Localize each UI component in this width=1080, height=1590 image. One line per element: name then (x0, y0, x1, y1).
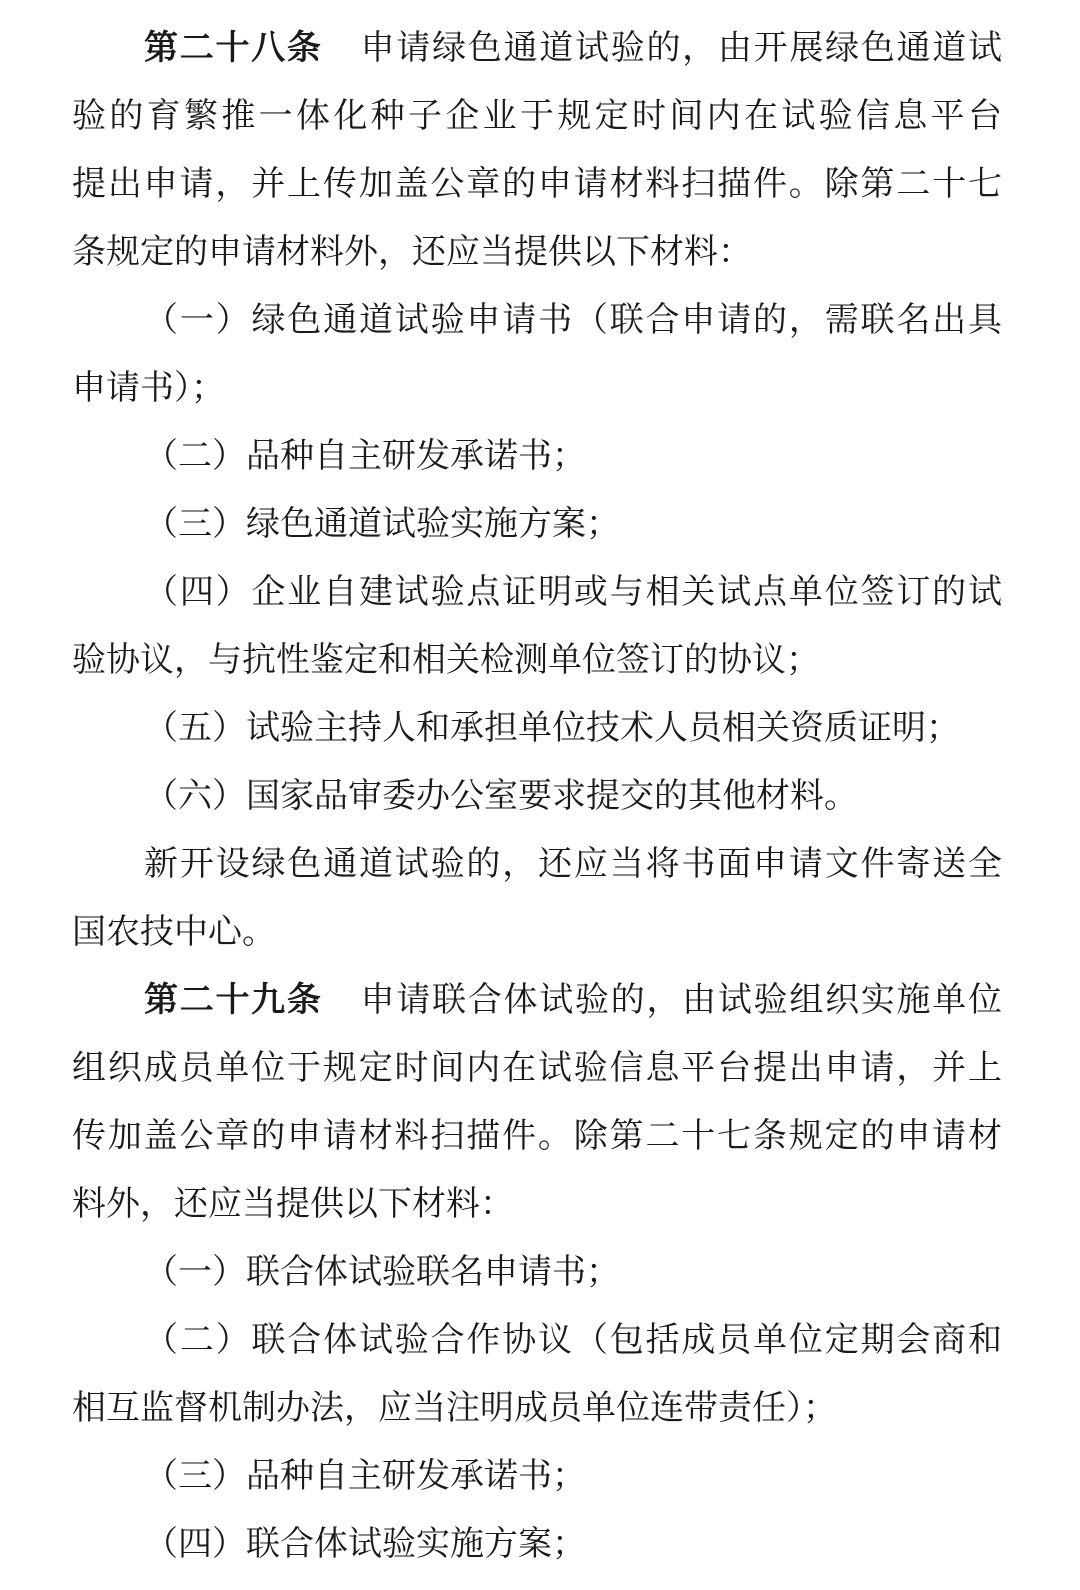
article-28-item-6: （六）国家品审委办公室要求提交的其他材料。 (144, 776, 858, 816)
article-29-line-1: 申请联合体试验的，由试验组织实施单位 (360, 980, 1003, 1020)
article-29-heading: 第二十九条 (144, 980, 323, 1020)
article-29-item-2-cont: 相互监督机制办法，应当注明成员单位连带责任）； (72, 1388, 837, 1428)
article-28-line-1: 申请绿色通道试验的，由开展绿色通道试 (360, 28, 1003, 68)
article-28-item-1-cont: 申请书）； (72, 368, 225, 408)
article-28-first-line (144, 24, 1002, 72)
article-29-item-1: （一）联合体试验联名申请书； (144, 1252, 620, 1292)
article-28-item-2: （二）品种自主研发承诺书； (144, 436, 586, 476)
article-28-line-4: 条规定的申请材料外，还应当提供以下材料： (72, 232, 752, 272)
article-29-first-line (144, 976, 1002, 1024)
article-28-line-3: 提出申请，并上传加盖公章的申请材料扫描件。除第二十七 (72, 164, 1002, 204)
article-28-item-3: （三）绿色通道试验实施方案； (144, 504, 620, 544)
article-28-note: 新开设绿色通道试验的，还应当将书面申请文件寄送全 (144, 844, 1002, 884)
article-28-item-1: （一）绿色通道试验申请书（联合申请的，需联名出具 (144, 300, 1002, 340)
article-28-item-4-cont: 验协议，与抗性鉴定和相关检测单位签订的协议； (72, 640, 820, 680)
article-29-line-4: 料外，还应当提供以下材料： (72, 1184, 514, 1224)
article-28-heading: 第二十八条 (144, 28, 323, 68)
article-29-item-4: （四）联合体试验实施方案； (144, 1524, 586, 1564)
article-28-item-5: （五）试验主持人和承担单位技术人员相关资质证明； (144, 708, 960, 748)
article-28-line-2: 验的育繁推一体化种子企业于规定时间内在试验信息平台 (72, 96, 1002, 136)
article-29-line-3: 传加盖公章的申请材料扫描件。除第二十七条规定的申请材 (72, 1116, 1002, 1156)
article-29-line-2: 组织成员单位于规定时间内在试验信息平台提出申请，并上 (72, 1048, 1002, 1088)
article-28-note-cont: 国农技中心。 (72, 912, 276, 952)
article-29-item-3: （三）品种自主研发承诺书； (144, 1456, 586, 1496)
article-29-item-2: （二）联合体试验合作协议（包括成员单位定期会商和 (144, 1320, 1002, 1360)
article-28-item-4: （四）企业自建试验点证明或与相关试点单位签订的试 (144, 572, 1002, 612)
